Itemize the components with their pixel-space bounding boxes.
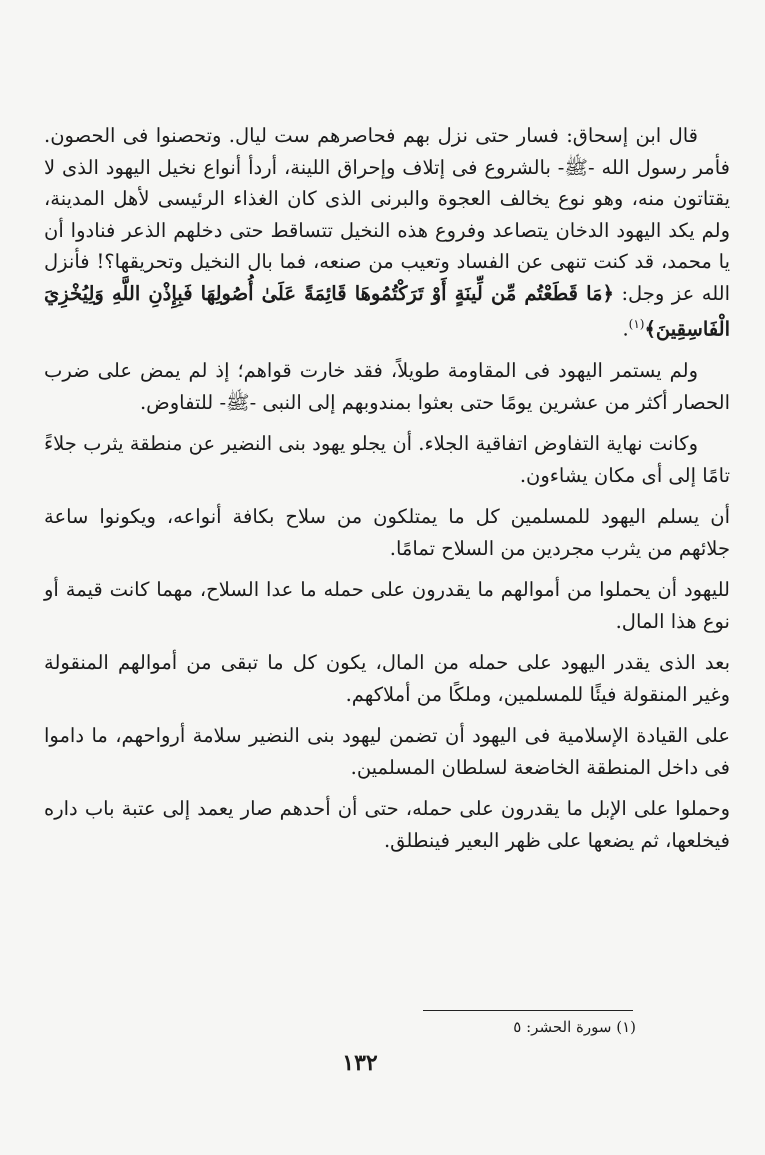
paragraph-1 [44,120,730,345]
body-text [44,120,730,866]
footnote-divider [423,1010,633,1011]
paragraph-5: لليهود أن يحملوا من أموالهم ما يقدرون على حمله ما عدا السلاح، مهما كانت قيمة أو نوع هذا المال. [44,578,730,633]
paragraph-3: وكانت نهاية التفاوض اتفاقية الجلاء. أن يجلو يهود بنى النضير عن منطقة يثرب جلاءً تامًا إلى أى مكان يشاءون. [44,432,730,487]
footnote-reference: (١) [628,317,645,331]
footnote: (١) سورة الحشر: ٥ [513,1018,636,1036]
quran-verse: ﴿مَا قَطَعْتُم مِّن لِّينَةٍ أَوْ تَرَكْتُمُوهَا قَائِمَةً عَلَىٰ أُصُولِهَا فَبِإِذْنِ اللَّهِ وَلِيُخْزِيَ الْفَاسِقِينَ﴾ [44,281,730,341]
page-number: ١٣٢ [342,1050,378,1076]
paragraph-2: ولم يستمر اليهود فى المقاومة طويلاً، فقد خارت قواهم؛ إذ لم يمض على ضرب الحصار أكثر من عشرين يومًا حتى بعثوا بمندوبهم إلى النبى -ﷺ- للتفاوض. [44,359,730,414]
verse-end-punctuation: . [622,317,629,341]
paragraph-6: بعد الذى يقدر اليهود على حمله من المال، يكون كل ما تبقى من أموالهم المنقولة وغير المنقولة فيئًا للمسلمين، وملكًا من أملاكهم. [44,651,730,706]
paragraph-4: أن يسلم اليهود للمسلمين كل ما يمتلكون من سلاح بكافة أنواعه، ويكونوا ساعة جلائهم من يثرب مجردين من السلاح تمامًا. [44,505,730,560]
paragraph-8: وحملوا على الإبل ما يقدرون على حمله، حتى أن أحدهم صار يعمد إلى عتبة باب داره فيخلعها، ثم يضعها على ظهر البعير فينطلق. [44,797,730,852]
paragraph-1-text: قال ابن إسحاق: فسار حتى نزل بهم فحاصرهم ست ليال. وتحصنوا فى الحصون. فأمر رسول الله -ﷺ- بالشروع فى إتلاف وإحراق اللينة، أردأ أنواع نخيل اليهود الذى لا يقتاتون منه، وهو نوع يخالف العجوة والبرنى الذى كان الغذاء الرئيسى لأهل المدينة، ولم يكد اليهود الدخان يتصاعد وفروع هذه النخيل تتساقط حتى دخلهم الذعر فنادوا أن يا محمد، قد كنت تنهى عن الفساد وتعيب من صنعه، فما بال النخيل وتحريقها؟! فأنزل الله عز وجل: [44,124,731,305]
paragraph-7: على القيادة الإسلامية فى اليهود أن تضمن ليهود بنى النضير سلامة أرواحهم، ما داموا فى داخل المنطقة الخاضعة لسلطان المسلمين. [44,724,730,779]
